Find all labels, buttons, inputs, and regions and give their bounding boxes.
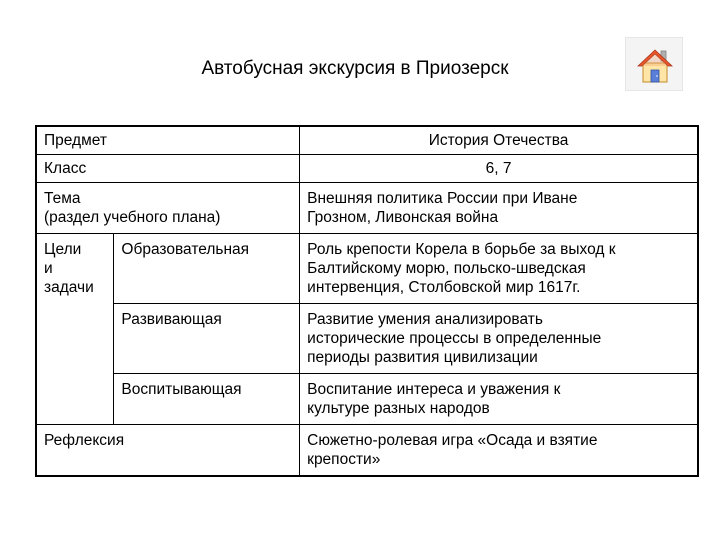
educational-label: Образовательная: [114, 234, 300, 304]
educational-value-line: Балтийскому морю, польско-шведская: [307, 260, 586, 277]
topic-label-line: Тема: [44, 190, 81, 207]
table-row: [36, 183, 698, 234]
table-row: [36, 126, 698, 155]
goals-label: [36, 234, 114, 425]
table-row: [36, 425, 698, 477]
upbringing-value-line: культуре разных народов: [307, 400, 490, 417]
upbringing-value-line: Воспитание интереса и уважения к: [307, 381, 561, 398]
educational-value-line: Роль крепости Корела в борьбе за выход к: [307, 241, 616, 258]
goals-label-line: и: [44, 260, 53, 277]
topic-value-line: Грозном, Ливонская война: [307, 209, 499, 226]
educational-value-line: интервенция, Столбовской мир 1617г.: [307, 279, 581, 296]
page-title: Автобусная экскурсия в Приозерск: [201, 58, 509, 79]
educational-value: [300, 234, 698, 304]
reflection-value-line: крепости»: [307, 451, 381, 468]
home-button[interactable]: [625, 37, 683, 91]
reflection-value: [300, 425, 698, 477]
table-row: [36, 234, 698, 304]
topic-label: [36, 183, 300, 234]
goals-label-line: Цели: [44, 241, 82, 258]
developing-value-line: периоды развития цивилизации: [307, 349, 538, 366]
developing-value: [300, 304, 698, 374]
topic-label-line: (раздел учебного плана): [44, 209, 221, 226]
topic-value-line: Внешняя политика России при Иване: [307, 190, 578, 207]
grade-label: Класс: [36, 155, 300, 183]
reflection-value-line: Сюжетно-ролевая игра «Осада и взятие: [307, 432, 598, 449]
goals-label-line: задачи: [44, 279, 94, 296]
subject-label: Предмет: [36, 126, 300, 155]
lesson-plan-table: [35, 125, 699, 477]
grade-value: 6, 7: [300, 155, 698, 183]
upbringing-value: [300, 374, 698, 425]
developing-value-line: исторические процессы в определенные: [307, 330, 602, 347]
topic-value: [300, 183, 698, 234]
subject-value: История Отечества: [300, 126, 698, 155]
table-row: [36, 155, 698, 183]
reflection-label: Рефлексия: [36, 425, 300, 477]
upbringing-label: Воспитывающая: [114, 374, 300, 425]
developing-label: Развивающая: [114, 304, 300, 374]
table-row: [36, 374, 698, 425]
developing-value-line: Развитие умения анализировать: [307, 311, 543, 328]
table-row: [36, 304, 698, 374]
home-icon: [635, 45, 675, 85]
